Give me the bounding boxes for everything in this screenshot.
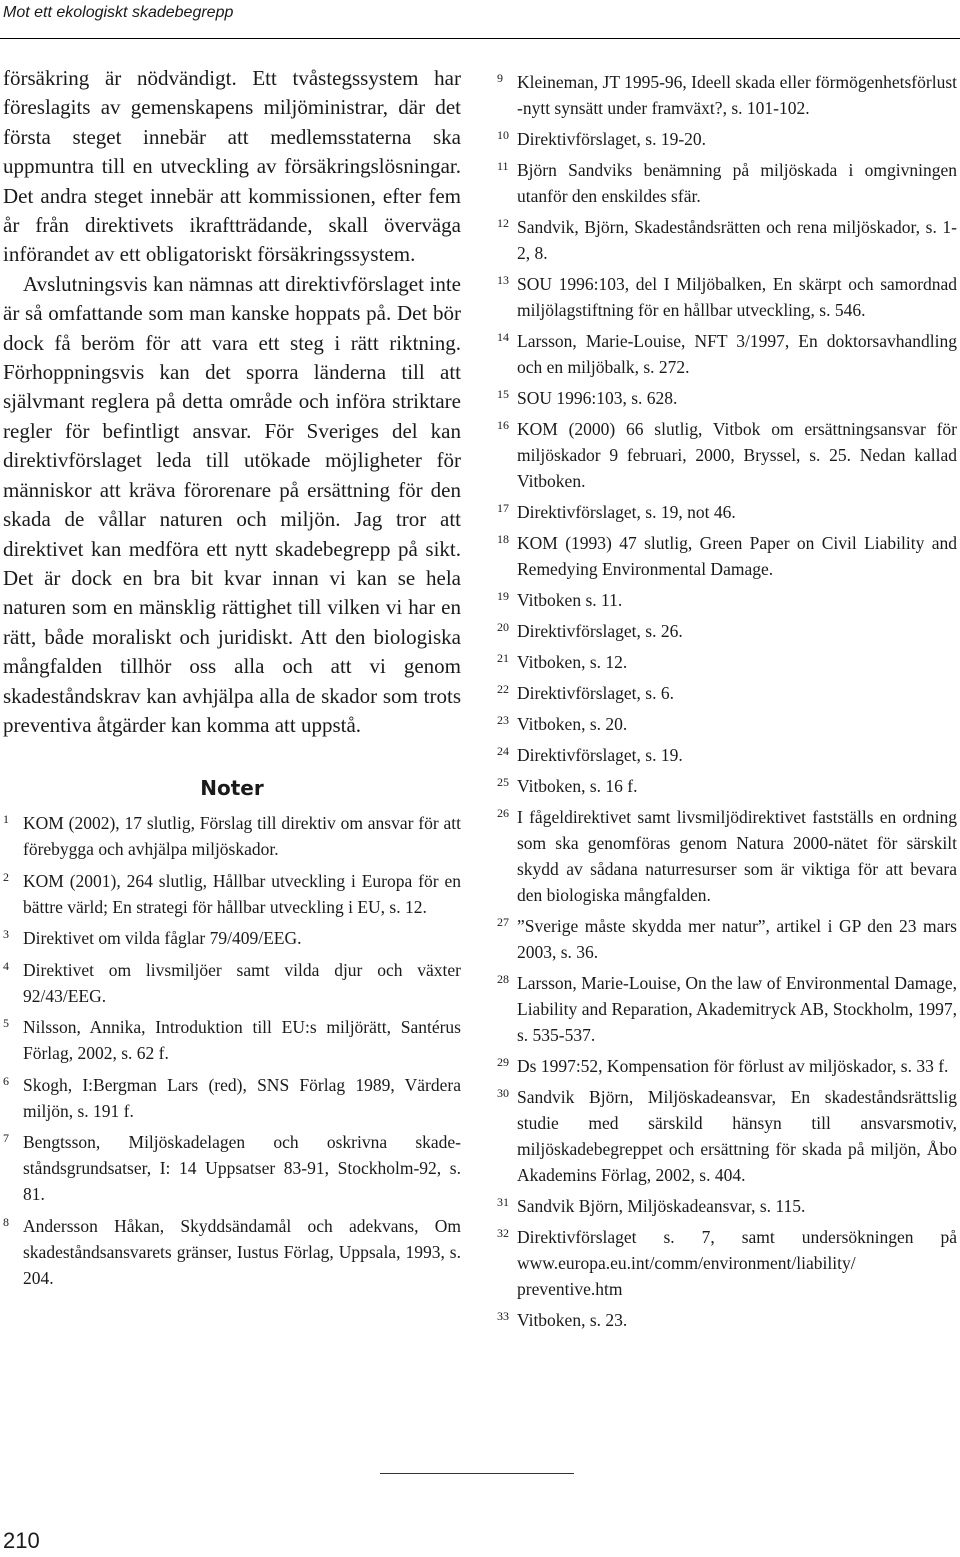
footnote-number: 28 [497, 972, 509, 986]
footnote [497, 913, 957, 965]
footnote [3, 1129, 461, 1207]
footnote [497, 587, 957, 613]
footnote-text: KOM (2001), 264 slutlig, Hållbar utveckling i Europa för en bättre värld; En strategi för hållbar utveckling i EU, s. 12. [23, 870, 461, 917]
footnote [497, 618, 957, 644]
footnote-text: Sandvik, Björn, Skadeståndsrätten och rena miljöskador, s. 1-2, 8. [517, 217, 957, 263]
footnote-text: KOM (1993) 47 slutlig, Green Paper on Civil Liability and Remedying Environmental Damage. [517, 533, 957, 579]
footnote-number: 11 [497, 159, 509, 173]
left-column [3, 64, 461, 1296]
footnote [3, 957, 461, 1009]
footnote [497, 773, 957, 799]
footnote-text: Vitboken, s. 23. [517, 1310, 628, 1330]
footnote-text: KOM (2002), 17 slutlig, Förslag till direktiv om ansvar för att förebygga och avhjälpa miljöskador. [23, 813, 461, 860]
footnote-text: Vitboken s. 11. [517, 590, 623, 610]
footnote-number: 19 [497, 589, 509, 603]
footnote-text: Direktivförslaget s. 7, samt undersökningen på www.europa.eu.int/comm/environment/liability/ preventive.htm [517, 1227, 957, 1299]
footnote-text: Vitboken, s. 12. [517, 652, 628, 672]
footnote-number: 10 [497, 128, 509, 142]
footnote [497, 126, 957, 152]
footnote-number: 17 [497, 501, 509, 515]
notes-list-left [3, 810, 461, 1291]
footnote-text: Sandvik Björn, Miljöskadeansvar, En skadeståndsrättslig studie med särskild hänsyn till ansvarsmotiv, miljöskadebegreppet och ersättning för skada på miljön, Åbo Akademins Förlag, 2002, s. 404. [517, 1087, 957, 1185]
footnote-text: KOM (2000) 66 slutlig, Vitbok om ersättningsansvar för miljöskador 9 februari, 2000, Bryssel, s. 25. Nedan kallad Vitboken. [517, 419, 957, 491]
footnote [497, 157, 957, 209]
footnote-text: Direktivförslaget, s. 6. [517, 683, 674, 703]
footnote-text: Nilsson, Annika, Introduktion till EU:s miljörätt, Santérus Förlag, 2002, s. 62 f. [23, 1017, 461, 1064]
body-text [3, 64, 461, 740]
footnote-text: Direktivförslaget, s. 19. [517, 745, 683, 765]
footnote-number: 30 [497, 1086, 509, 1100]
footnote-text: Vitboken, s. 20. [517, 714, 628, 734]
footnote-number: 3 [3, 927, 9, 942]
footnote-text: I fågeldirektivet samt livsmiljödirektivet fastställs en ordning som ska genomföras genom Natura 2000-nätet för särskilt skydd av sådana naturresurser som är viktiga för att bevara den biologiska mångfalden. [517, 807, 957, 905]
footnote-text: SOU 1996:103, s. 628. [517, 388, 678, 408]
footnote-number: 18 [497, 532, 509, 546]
footnote-text: Direktivet om livsmiljöer samt vilda djur och växter 92/43/EEG. [23, 959, 461, 1006]
footnote [3, 1014, 461, 1066]
footnote [497, 385, 957, 411]
footnote-number: 2 [3, 869, 9, 884]
footnote [497, 711, 957, 737]
footnote [497, 1193, 957, 1219]
footnote-number: 24 [497, 744, 509, 758]
running-header-title: Mot ett ekologiskt skadebegrepp [3, 4, 234, 21]
footnote [497, 804, 957, 908]
footnote [497, 69, 957, 121]
footnote-number: 6 [3, 1073, 9, 1088]
footnote [3, 868, 461, 920]
footnote-text: Direktivet om vilda fåglar 79/409/EEG. [23, 928, 302, 949]
footnote-number: 23 [497, 713, 509, 727]
footnote [497, 271, 957, 323]
footnote [497, 680, 957, 706]
footnote-text: ”Sverige måste skydda mer natur”, artikel i GP den 23 mars 2003, s. 36. [517, 916, 957, 962]
footnote [497, 1084, 957, 1188]
footnote-number: 22 [497, 682, 509, 696]
footnote-text: Bengtsson, Miljöskadelagen och oskrivna skadeståndsgrundsatser, I: 14 Uppsatser 83-91, Stockholm-92, s. 81. [23, 1132, 461, 1205]
footnote-number: 25 [497, 775, 509, 789]
footnote [497, 328, 957, 380]
footnote-text: Vitboken, s. 16 f. [517, 776, 638, 796]
footnote [3, 1213, 461, 1291]
body-paragraph: Avslutningsvis kan nämnas att direktivförslaget inte är så omfattande som man kanske hoppats på. Det bör dock få beröm för att vara ett steg i rätt riktning. Förhoppningsvis kan det sporra länderna till att självmant reglera på detta område och införa striktare regler för befintligt ansvar. För Sveriges del kan direktivförslaget leda till utökade möjligheter för människor att kräva förorenare på ersättning för den skada de vållar naturen och miljön. Jag tror att direktivet kan medföra ett nytt skadebegrepp på sikt. Det är dock en bra bit kvar innan vi kan se hela naturen som en mänsklig rättighet till vilken vi har en rätt, både moraliskt och juridiskt. Att den biologiska mångfalden tillhör oss alla och att vi genom skadeståndskrav kan avhjälpa alla de skador som trots preventiva åtgärder kan komma att uppstå. [3, 271, 461, 737]
footnote-text: Larsson, Marie-Louise, NFT 3/1997, En doktorsavhandling och en miljöbalk, s. 272. [517, 331, 957, 377]
running-header [0, 0, 960, 39]
footnote-number: 20 [497, 620, 509, 634]
footnote [497, 742, 957, 768]
footnote [497, 416, 957, 494]
footnote-text: Direktivförslaget, s. 26. [517, 621, 683, 641]
footnote-number: 1 [3, 812, 9, 827]
footnote-number: 26 [497, 806, 509, 820]
footnote [3, 1072, 461, 1124]
footnote-number: 7 [3, 1131, 9, 1146]
right-column [497, 69, 957, 1338]
footnote [497, 214, 957, 266]
footnote-text: Björn Sandviks benämning på miljöskada i omgivningen utanför den enskildes sfär. [517, 160, 957, 206]
body-paragraph: försäkring är nödvändigt. Ett tvåstegssystem har föreslagits av gemenskapens miljöministrar, där det första steget innebär att medlemsstaterna ska uppmuntra till en utveckling av försäkringslösningar. Det andra steget innebär att kommissionen, efter fem år från direktivets ikraftträdande, skall överväga införandet av ett obligatoriskt försäkringssystem. [3, 66, 461, 267]
footnote [497, 970, 957, 1048]
footnote-text: SOU 1996:103, del I Miljöbalken, En skärpt och samordnad miljölagstiftning för en hållbar utveckling, s. 546. [517, 274, 957, 320]
notes-list-right [497, 69, 957, 1333]
footnote-divider [380, 1473, 574, 1474]
footnote [497, 499, 957, 525]
footnote-number: 15 [497, 387, 509, 401]
footnote [497, 649, 957, 675]
footnote-text: Direktivförslaget, s. 19, not 46. [517, 502, 736, 522]
notes-heading: Noter [200, 776, 264, 801]
footnote-number: 32 [497, 1226, 509, 1240]
footnote [3, 810, 461, 862]
page-number: 210 [3, 1528, 40, 1553]
footnote-number: 31 [497, 1195, 509, 1209]
footnote-text: Skogh, I:Bergman Lars (red), SNS Förlag 1989, Värdera miljön, s. 191 f. [23, 1074, 461, 1121]
footnote [497, 1307, 957, 1333]
footnote-number: 29 [497, 1055, 509, 1069]
footnote-number: 33 [497, 1309, 509, 1323]
footnote-number: 8 [3, 1214, 9, 1229]
footnote-number: 27 [497, 915, 509, 929]
footnote-text: Direktivförslaget, s. 19-20. [517, 129, 707, 149]
footnote-number: 12 [497, 216, 509, 230]
footnote-text: Larsson, Marie-Louise, On the law of Environmental Damage, Liability and Reparation, Akademitryck AB, Stockholm, 1997, s. 535-537. [517, 973, 957, 1045]
footnote [497, 1224, 957, 1302]
footnote [3, 925, 461, 951]
footnote [497, 1053, 957, 1079]
footnote-number: 16 [497, 418, 509, 432]
footnote-text: Sandvik Björn, Miljöskadeansvar, s. 115. [517, 1196, 806, 1216]
footnote-text: Andersson Håkan, Skyddsändamål och adekvans, Om skadeståndsansvarets gränser, Iustus Förlag, Uppsala, 1993, s. 204. [23, 1215, 461, 1288]
footnote-text: Ds 1997:52, Kompensation för förlust av miljöskador, s. 33 f. [517, 1056, 949, 1076]
footnote-number: 13 [497, 273, 509, 287]
footnote [497, 530, 957, 582]
footnote-number: 14 [497, 330, 509, 344]
footnote-number: 5 [3, 1016, 9, 1031]
footnote-number: 21 [497, 651, 509, 665]
footnote-number: 9 [497, 71, 503, 85]
footnote-number: 4 [3, 958, 9, 973]
footnote-text: Kleineman, JT 1995-96, Ideell skada eller förmögenhetsförlust -nytt synsätt under framväxt?, s. 101-102. [517, 72, 957, 118]
